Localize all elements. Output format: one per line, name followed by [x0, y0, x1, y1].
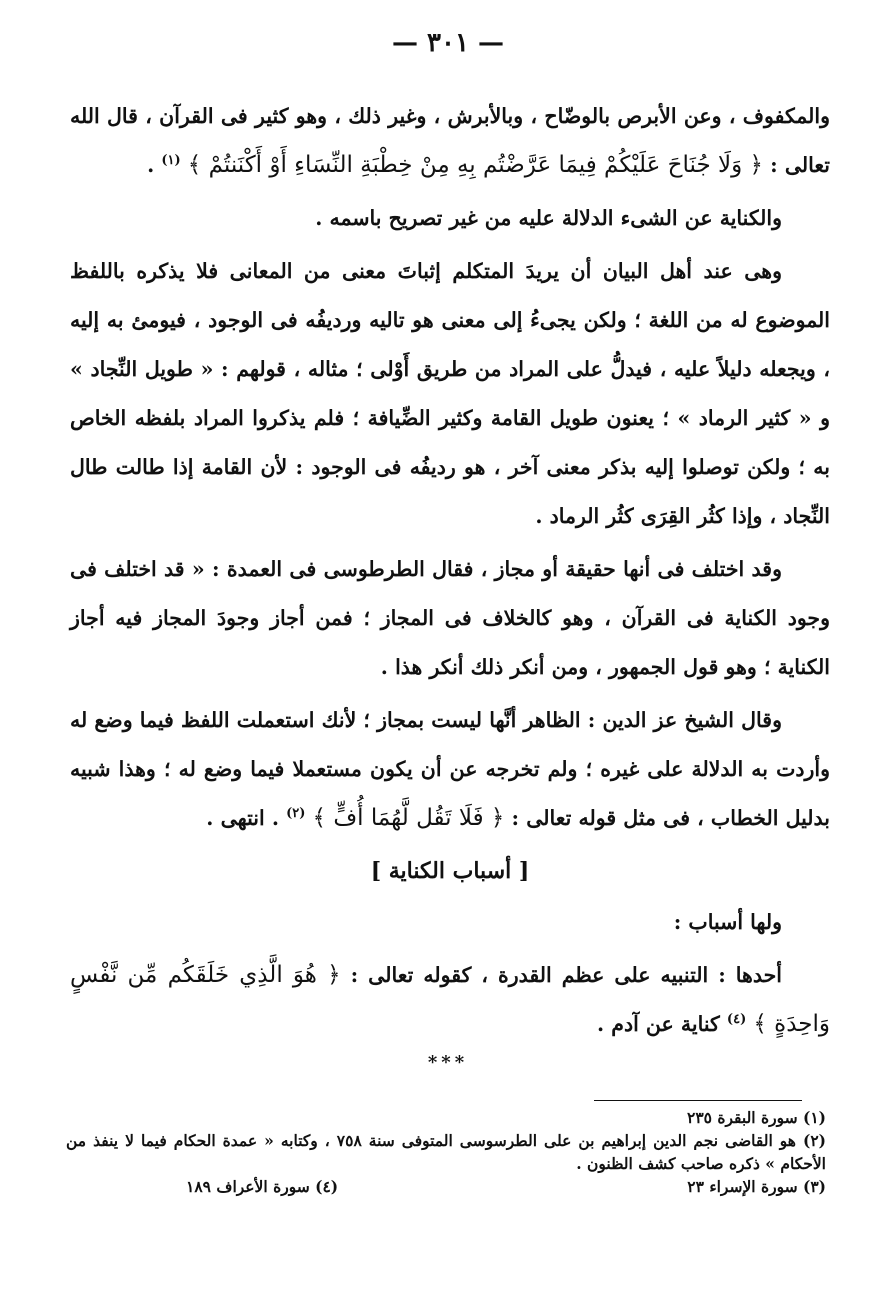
footnote-marker: (١)	[161, 153, 181, 169]
paragraph-first-cause	[70, 951, 830, 1049]
page-number: — ٣٠١ —	[391, 28, 505, 58]
section-heading: [ أسباب الكناية ]	[370, 858, 530, 884]
paragraph-dispute: وقد اختلف فى أنها حقيقة أو مجاز ، فقال الطرطوسى فى العمدة : « قد اختلف فى وجود الكناية فى القرآن ، وهو كالخلاف فى المجاز ؛ فمن أجاز وجودَ المجاز فيه أجاز الكناية ؛ وهو قول الجمهور ، ومن أنكر ذلك أنكر هذا .	[70, 557, 830, 679]
main-text	[70, 92, 830, 1053]
separator-stars: ***	[427, 1052, 469, 1073]
paragraph-text: أحدها : التنبيه على عظم القدرة ، كقوله تعالى :	[340, 963, 782, 987]
quran-verse: ﴿ فَلَا تَقُل لَّهُمَا أُفٍّ ﴾	[312, 805, 505, 831]
paragraph-text: والمكفوف ، وعن الأبرص بالوضّاح ، وبالأبرش ، وغير ذلك ، وهو كثير فى القرآن ، قال الله تعالى :	[70, 104, 830, 177]
footnote-3: (٣) سورة الإسراء ٢٣	[687, 1177, 826, 1196]
paragraph-text: وقال الشيخ عز الدين : الظاهر أنَّها ليست بمجاز ؛ لأنك استعملت اللفظ فيما وضع له وأردت به الدلالة على غيره ؛ ولم تخرجه عن أن يكون مستعملا فيما وضع له ؛ وهذا شبيه بدليل الخطاب ، فى مثل قوله تعالى :	[70, 708, 830, 830]
paragraph-text: كناية عن آدم .	[596, 1012, 727, 1036]
paragraph-text: .	[147, 153, 162, 177]
paragraph-causes-intro: ولها أسباب :	[673, 910, 782, 934]
footnote-divider	[594, 1100, 802, 1101]
paragraph-text: . انتهى .	[206, 806, 287, 830]
paragraph-kinaya-examples	[70, 92, 830, 190]
footnote-row	[66, 1175, 826, 1198]
footnote-2: (٢) هو القاضى نجم الدين إبراهيم بن على الطرسوسى المتوفى سنة ٧٥٨ ، وكتابه « عمدة الحكام فيما لا ينفذ من الأحكام » ذكره صاحب كشف الظنون .	[66, 1131, 826, 1173]
paragraph-definition: والكناية عن الشىء الدلالة عليه من غير تصريح باسمه .	[315, 206, 782, 230]
footnote-marker: (٤)	[726, 1012, 747, 1028]
quran-verse: ﴿ وَلَا جُنَاحَ عَلَيْكُمْ فِيمَا عَرَّضْتُم بِهِ مِنْ خِطْبَةِ النِّسَاءِ أَوْ أَكْنَنتُمْ ﴾	[187, 152, 763, 178]
footnote-marker: (٢)	[286, 806, 306, 822]
quran-verse: ﴿ هُوَ الَّذِي خَلَقَكُم مِّن نَّفْسٍ وَاحِدَةٍ ﴾	[70, 962, 830, 1037]
paragraph-rhetoric-definition: وهى عند أهل البيان أن يريدَ المتكلم إثباتَ معنى من المعانى فلا يذكره باللفظ الموضوع له من اللغة ؛ ولكن يجىءُ إلى معنى هو تاليه ورديفُه فى الوجود ، فيومئ به إليه ، ويجعله دليلاً عليه ، فيدلُّ على المراد من طريق أَوْلى ؛ مثاله ، قولهم : « طويل النِّجاد » و « كثير الرماد » ؛ يعنون طويل القامة وكثير الضِّيافة ؛ فلم يذكروا المراد بلفظه الخاص به ؛ ولكن توصلوا إليه بذكر معنى آخر ، هو رديفُه فى الوجود : لأن القامة إذا طالت طال النِّجاد ، وإذا كثُر القِرَى كثُر الرماد .	[70, 259, 830, 528]
footnote-1: (١) سورة البقرة ٢٣٥	[687, 1108, 826, 1127]
footnote-4: (٤) سورة الأعراف ١٨٩	[186, 1177, 339, 1196]
footnotes	[66, 1106, 826, 1198]
paragraph-izz-al-din	[70, 696, 830, 843]
